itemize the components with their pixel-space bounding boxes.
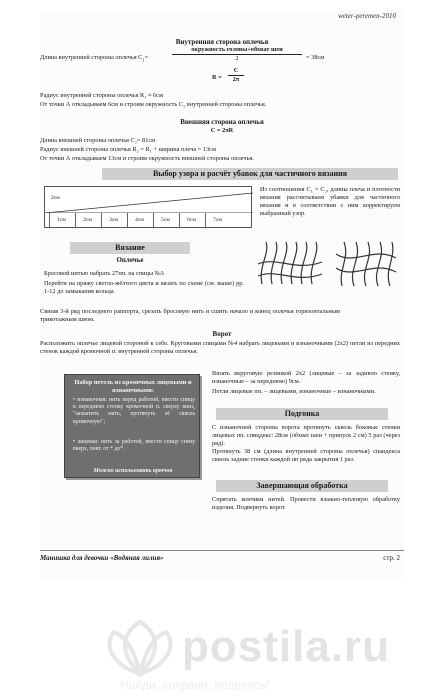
document-page <box>40 10 404 580</box>
knitting-p1: Бросовой нитью набрать 27пп. на спицы №3 <box>44 270 164 277</box>
ruler-cell: 1см <box>49 213 73 227</box>
sidebox-item-2: • лицевая: нить за работой, ввести спицу снизу вверх, повт. от * до*. <box>73 439 195 453</box>
page-number: стр. 2 <box>383 554 400 562</box>
lining-p1: С изнаночной стороны ворота протянуть сквозь боковые стенки лицевых пп. спицдекс: 28см (обхват шеи + припуск 2 см) 5 раз (через ряд). <box>212 424 400 447</box>
collar-title: Ворот <box>212 330 232 338</box>
r-formula-num: С <box>233 67 239 74</box>
c1-denominator: 2 <box>235 55 239 62</box>
stitch-diagram-1-icon <box>256 236 324 292</box>
outer-point-line: От точки А откладываем 13см и строим окружность внешней стороны оплечья. <box>40 155 254 162</box>
knitting-p2: Перейти на пряжу светло-жёлтого цвета и вязать по схеме (см. выше) рр. 1-12 до замыкания кольца. <box>44 280 244 295</box>
knitting-p3: Связав 3-й ряд последнего раппорта, срезать бросовую нить и сшить начало и конец оплечья горизонтальным трикотажным швом. <box>40 308 340 323</box>
c1-result: = 38см <box>306 54 325 61</box>
collar-p3: Петли лицевые пп. – лицевыми, изнаночные – изнаночными. <box>212 388 376 395</box>
c1-formula: Длина внутренней стороны оплечья $С_1=$ <box>40 54 149 63</box>
ruler-cell: 5см <box>153 213 177 227</box>
inner-title: Внутренняя сторона оплечья <box>175 38 269 46</box>
outer-title: Внешняя сторона оплечья <box>180 118 264 126</box>
lining-band: Подгонка <box>216 408 388 420</box>
footer-title: Манишка для девочки «Водяная лилия» <box>40 554 164 562</box>
c1-numerator: окружность головы+обхват шеи <box>191 46 283 53</box>
stitch-pickup-box <box>64 374 200 478</box>
postila-watermark <box>0 600 424 699</box>
knitting-subtitle: Оплечье <box>116 256 144 264</box>
finishing-band: Завершающая обработка <box>216 480 388 492</box>
knitting-band: Вязание <box>70 242 190 254</box>
ruler-cell: 6см <box>179 213 203 227</box>
stitch-diagram-2-icon <box>334 236 398 292</box>
watermark-brand: postila.ru <box>182 622 391 671</box>
r2-line: Радиус внешней стороны оплечья R₂ = R₁ + ширина плеча = 13см <box>40 146 216 153</box>
finishing-p1: Спрятать кончики нитей. Провести влажно-тепловую обработку изделия. Подвернуть ворот. <box>212 496 400 511</box>
c1-label: Длина внутренней стороны оплечья С <box>40 54 143 61</box>
ruler-cell: 3см <box>101 213 125 227</box>
collar-p2: Вязать вкруговую резинкой 2х2 (лицевые – за заднюю стенку, изнаночные – за переднюю) 9см. <box>212 370 400 385</box>
ruler-cell: 4см <box>127 213 151 227</box>
flower-logo-icon <box>100 614 180 684</box>
inner-point-line: От точки А откладываем 6см и строим окружность С₁ внутренней стороны оплечья. <box>40 101 267 108</box>
sidebox-item-2-text: лицевая: нить за работой, ввести спицу снизу вверх, повт. от * до*. <box>73 439 195 453</box>
lining-p2: Протянуть 38 см (длина внутренней стороны оплечья) спандекса сквозь задние стенки каждой пп ряда закрытия 1 раз. <box>212 448 400 463</box>
sidebox-item-1: • изнаночная: нить перед работой, ввести спицу в переднюю стенку кромочной п. сверху вниз, "захватить нить, протянуть её сквозь кромочную"; <box>73 397 195 425</box>
collar-p1: Расположить оплечье лицевой стороной к себе. Круговыми спицами №4 набрать лицевыми и изнаночными (2х2) петли из передних стенок каждой кромочной п. внутренней стороны оплечья. <box>40 340 400 355</box>
pattern-text: Из соотношения С₁ × С₂, длины плеча и плотности вязания рассчитываем убавки для частичного вязания и в соответствии с ним корректируем выбранный узор. <box>260 186 400 217</box>
ruler-diagram <box>44 186 252 228</box>
ruler-label: 2см <box>51 195 60 201</box>
outer-formula: С = 2πR <box>210 127 234 134</box>
ruler-cell: 2см <box>75 213 99 227</box>
ruler-cell: 7см <box>205 213 229 227</box>
r-formula-den: 2π <box>232 76 240 83</box>
footer-rule <box>40 550 404 551</box>
sidebox-item-1-text: изнаночная: нить перед работой, ввести спицу в переднюю стенку кромочной п. сверху вниз, "захватить нить, протянуть её сквозь кромочную"; <box>73 397 195 425</box>
ruler-slope-icon <box>45 187 253 213</box>
pattern-band: Выбор узора и расчёт убавок для частичного вязания <box>102 168 398 180</box>
sidebox-footer: Можно использовать крючок <box>93 468 173 474</box>
watermark-sub: Найди, сохрани, поделись! <box>120 678 270 692</box>
sidebox-title: Набор петель из кромочных лицевыми и изнаночными: <box>74 379 192 394</box>
c2-line: Длина внешней стороны оплечья С₂= 81см <box>40 137 156 144</box>
site-header: weter-peremen-2010 <box>338 12 396 20</box>
r1-line: Радиус внутренней стороны оплечья R₁ ≈ 6см <box>40 92 163 99</box>
r-formula-left: R = <box>212 74 222 81</box>
